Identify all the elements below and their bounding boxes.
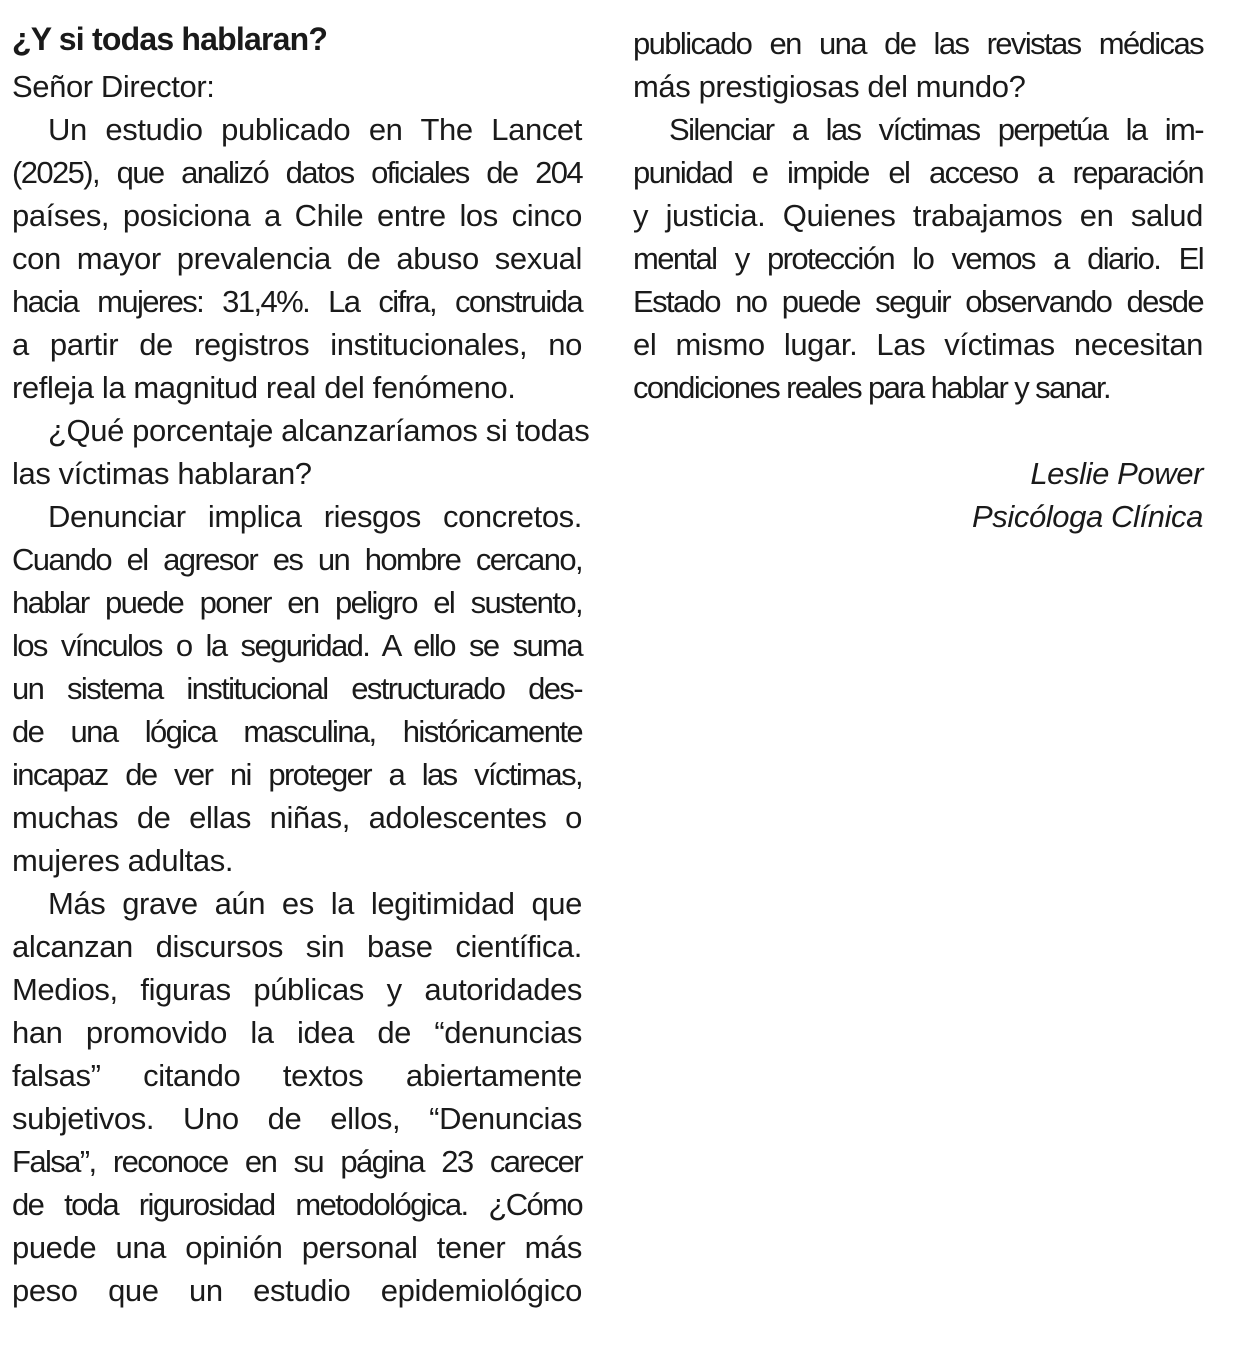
body-line: ¿Qué porcentaje alcanzaríamos si todas bbox=[48, 413, 590, 448]
body-line: un sistema institucional estructurado des- bbox=[12, 671, 582, 706]
body-line: puede una opinión personal tener más bbox=[12, 1230, 582, 1265]
signature-name: Leslie Power bbox=[1030, 456, 1203, 491]
body-line: hacia mujeres: 31,4%. La cifra, construida bbox=[12, 284, 582, 319]
body-line: falsas” citando textos abiertamente bbox=[12, 1058, 582, 1093]
body-line: Silenciar a las víctimas perpetúa la im- bbox=[669, 112, 1203, 147]
body-line: Medios, figuras públicas y autoridades bbox=[12, 972, 582, 1007]
body-line: Falsa”, reconoce en su página 23 carecer bbox=[12, 1144, 582, 1179]
body-line: mujeres adultas. bbox=[12, 843, 234, 878]
body-line: Cuando el agresor es un hombre cercano, bbox=[12, 542, 582, 577]
body-line: incapaz de ver ni proteger a las víctimas, bbox=[12, 757, 582, 792]
letter-headline: ¿Y si todas hablaran? bbox=[12, 21, 328, 57]
body-line: y justicia. Quienes trabajamos en salud bbox=[633, 198, 1203, 233]
body-line: más prestigiosas del mundo? bbox=[633, 69, 1026, 104]
body-line: el mismo lugar. Las víctimas necesitan bbox=[633, 327, 1203, 362]
body-line: los vínculos o la seguridad. A ello se suma bbox=[12, 628, 582, 663]
body-line: países, posiciona a Chile entre los cinco bbox=[12, 198, 582, 233]
body-line: peso que un estudio epidemiológico bbox=[12, 1273, 582, 1308]
body-line: de toda rigurosidad metodológica. ¿Cómo bbox=[12, 1187, 582, 1222]
body-line: condiciones reales para hablar y sanar. bbox=[633, 370, 1110, 405]
letter-salutation: Señor Director: bbox=[12, 69, 215, 104]
body-line: con mayor prevalencia de abuso sexual bbox=[12, 241, 582, 276]
body-line: las víctimas hablaran? bbox=[12, 456, 312, 491]
body-line: han promovido la idea de “denuncias bbox=[12, 1015, 582, 1050]
body-line: alcanzan discursos sin base científica. bbox=[12, 929, 582, 964]
body-line: muchas de ellas niñas, adolescentes o bbox=[12, 800, 582, 835]
body-line: Más grave aún es la legitimidad que bbox=[48, 886, 582, 921]
body-line: Un estudio publicado en The Lancet bbox=[48, 112, 582, 147]
body-line: a partir de registros institucionales, no bbox=[12, 327, 582, 362]
body-line: (2025), que analizó datos oficiales de 204 bbox=[12, 155, 582, 190]
body-line: de una lógica masculina, históricamente bbox=[12, 714, 582, 749]
body-line: hablar puede poner en peligro el sustento, bbox=[12, 585, 582, 620]
body-line: subjetivos. Uno de ellos, “Denuncias bbox=[12, 1101, 582, 1136]
body-line: publicado en una de las revistas médicas bbox=[633, 26, 1203, 61]
body-line: mental y protección lo vemos a diario. El bbox=[633, 241, 1203, 276]
body-line: Denunciar implica riesgos concretos. bbox=[48, 499, 582, 534]
body-line: refleja la magnitud real del fenómeno. bbox=[12, 370, 516, 405]
body-line: Estado no puede seguir observando desde bbox=[633, 284, 1203, 319]
body-line: punidad e impide el acceso a reparación bbox=[633, 155, 1203, 190]
signature-title: Psicóloga Clínica bbox=[972, 499, 1203, 534]
